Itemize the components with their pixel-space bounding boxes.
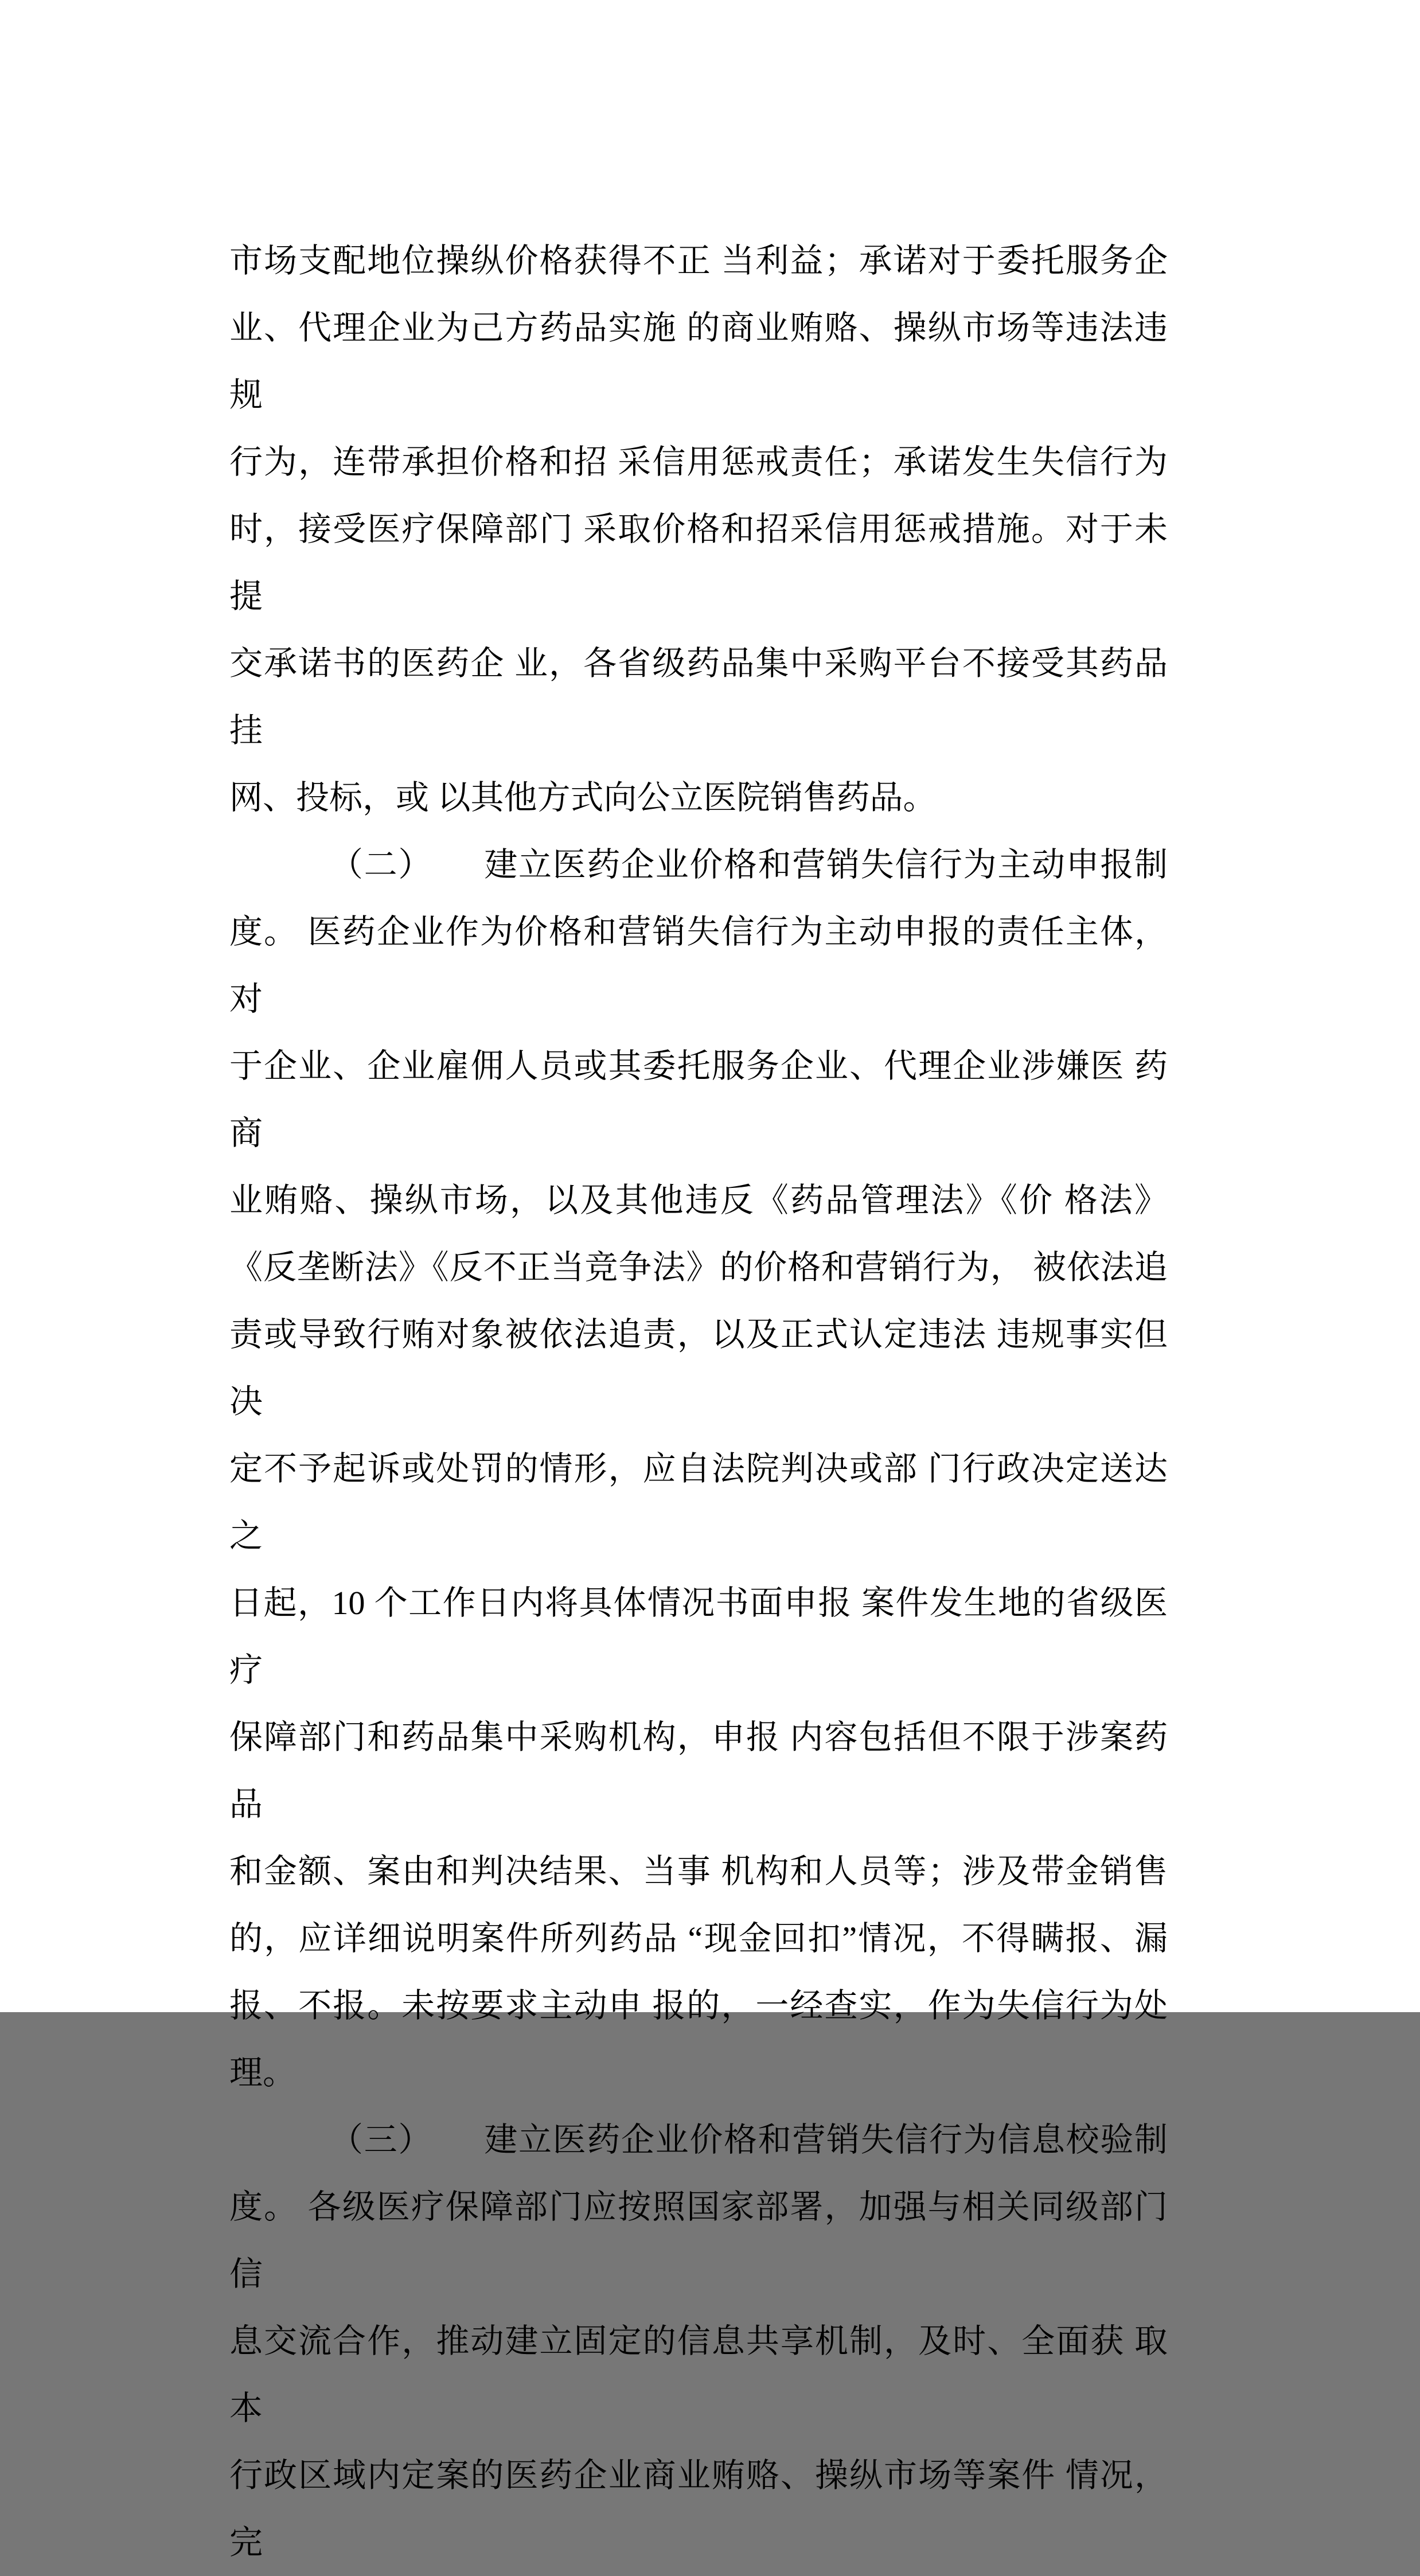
text-line: 行为，连带承担价格和招 采信用惩戒责任；承诺发生失信行为 [229, 443, 1168, 481]
text-line: 时，接受医疗保障部门 采取价格和招采信用惩戒措施。对于未提 [229, 510, 1168, 615]
text-line: 网、投标，或 以其他方式向公立医院销售药品。 [229, 779, 937, 816]
text-line: 理。 [229, 2054, 297, 2091]
text-line: 报、不报。未按要求主动申 报的，一经查实，作为失信行为处 [229, 1987, 1168, 2024]
text-line: 于企业、企业雇佣人员或其委托服务企业、代理企业涉嫌医 药商 [229, 1047, 1168, 1152]
text-line: 业贿赂、操纵市场，以及其他违反《药品管理法》《价 格法》 [229, 1182, 1168, 1219]
text-line: 的，应详细说明案件所列药品 “现金回扣”情况，不得瞒报、漏 [229, 1920, 1168, 1957]
text-line: 度。 医药企业作为价格和营销失信行为主动申报的责任主体，对 [229, 913, 1168, 1018]
text-line: 市场支配地位操纵价格获得不正 当利益；承诺对于委托服务企 [229, 242, 1168, 279]
text-line: 《反垄断法》《反不正当竞争法》的价格和营销行为， 被依法追 [229, 1249, 1168, 1286]
text-line: 息交流合作，推动建立固定的信息共享机制，及时、全面获 取本 [229, 2322, 1168, 2427]
text-line: 保障部门和药品集中采购机构，申报 内容包括但不限于涉案药品 [229, 1718, 1168, 1823]
text-line: （三） 建立医药企业价格和营销失信行为信息校验制 [330, 2121, 1168, 2158]
text-block [229, 227, 1168, 2576]
text-line: 交承诺书的医药企 业，各省级药品集中采购平台不接受其药品挂 [229, 645, 1168, 749]
text-line: 行政区域内定案的医药企业商业贿赂、操纵市场等案件 情况，完 [229, 2457, 1168, 2561]
text-line: 定不予起诉或处罚的情形，应自法院判决或部 门行政决定送达之 [229, 1450, 1168, 1554]
text-line: 责或导致行贿对象被依法追责，以及正式认定违法 违规事实但决 [229, 1316, 1168, 1420]
text-line: （二） 建立医药企业价格和营销失信行为主动申报制 [330, 846, 1168, 883]
text-line: 业、代理企业为己方药品实施 的商业贿赂、操纵市场等违法违规 [229, 309, 1168, 414]
text-line: 度。 各级医疗保障部门应按照国家部署，加强与相关同级部门信 [229, 2188, 1168, 2293]
text-line: 和金额、案由和判决结果、当事 机构和人员等；涉及带金销售 [229, 1853, 1168, 1890]
text-line: 日起，10 个工作日内将具体情况书面申报 案件发生地的省级医疗 [229, 1584, 1168, 1689]
